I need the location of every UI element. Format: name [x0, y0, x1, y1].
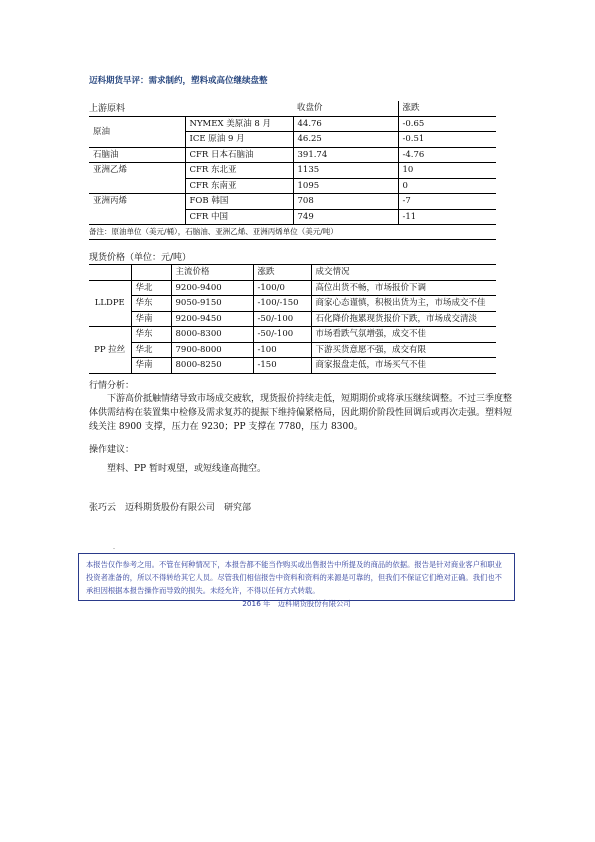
footer-mark: - — [113, 545, 116, 552]
spot-table — [89, 264, 496, 374]
status-cell: 商家心态谨慎，积极出货为主，市场成交不佳 — [311, 296, 496, 312]
change-cell: -100/-150 — [253, 296, 311, 312]
status-cell: 石化降价拖累现货报价下跌，市场成交清淡 — [311, 311, 496, 327]
price-cell: 9200-9400 — [171, 280, 253, 296]
header-change: 涨跌 — [398, 101, 496, 116]
header-price: 主流价格 — [171, 265, 253, 281]
table-row — [89, 116, 496, 132]
disclaimer-text: 本报告仅作参考之用。不管在何种情况下，本报告都不能当作购买或出售报告中所提及的商品的依据。报告是针对商业客户和职业投资者准备的，所以不得转给其它人员。尽管我们相信报告中资料和资料的来源是可靠的，但我们不保证它们绝对正确。我们也不承担因根据本报告操作而导致的损失。未经允许，不得以任何方式转载。 — [86, 560, 502, 595]
group-label: 石脑油 — [89, 147, 185, 163]
price-cell: 7900-8000 — [171, 342, 253, 358]
region-cell: 华东 — [131, 327, 171, 343]
report-title: 迈科期货早评：需求制约，塑料或高位继续盘整 — [89, 76, 268, 86]
group-label: 亚洲丙烯 — [89, 194, 185, 225]
region-cell: 华南 — [131, 358, 171, 374]
group-label: PP 拉丝 — [89, 327, 131, 374]
group-label: 亚洲乙烯 — [89, 163, 185, 194]
close-cell: 391.74 — [293, 147, 398, 163]
price-cell: 8000-8250 — [171, 358, 253, 374]
change-cell: -100/0 — [253, 280, 311, 296]
status-cell: 高位出货不畅，市场报价下调 — [311, 280, 496, 296]
header-change: 涨跌 — [253, 265, 311, 281]
change-cell: 10 — [398, 163, 496, 179]
price-cell: 9050-9150 — [171, 296, 253, 312]
table-row — [89, 311, 496, 327]
advice-text: 塑料、PP 暂时观望，或短线逢高抛空。 — [107, 464, 266, 474]
spot-section-label: 现货价格（单位：元/吨） — [89, 253, 192, 263]
change-cell: -50/-100 — [253, 311, 311, 327]
copyright-text: 2016 年 迈科期货股份有限公司 — [242, 599, 351, 608]
author-signature: 张巧云 迈科期货股份有限公司 研究部 — [89, 503, 252, 513]
table-row — [89, 358, 496, 374]
contract-cell: FOB 韩国 — [185, 194, 293, 210]
group-label: LLDPE — [89, 280, 131, 327]
close-cell: 46.25 — [293, 132, 398, 148]
analysis-paragraph — [89, 392, 519, 435]
table-row — [89, 342, 496, 358]
region-cell: 华南 — [131, 311, 171, 327]
header-status: 成交情况 — [311, 265, 496, 281]
change-cell: -11 — [398, 209, 496, 225]
status-cell: 商家报盘走低，市场买气不佳 — [311, 358, 496, 374]
region-cell: 华东 — [131, 296, 171, 312]
price-cell: 9200-9450 — [171, 311, 253, 327]
close-cell: 708 — [293, 194, 398, 210]
change-cell: -4.76 — [398, 147, 496, 163]
analysis-text: 下游高价抵触情绪导致市场成交疲软，现货报价持续走低，短期期价或将承压继续调整。不过三季度整体供需结构在装置集中检修及需求复苏的提振下维持偏紧格局，因此期价阶段性回调后或再次走强。塑料短线关注 8900 支撑，压力在 9230；PP 支撑在 7780，压力 8300。 — [89, 394, 513, 433]
disclaimer-box — [78, 553, 515, 608]
upstream-note: 备注：原油单位（美元/桶），石脑油、亚洲乙烯、亚洲丙烯单位（美元/吨） — [89, 225, 496, 240]
table-row — [89, 147, 496, 163]
header-close: 收盘价 — [293, 101, 398, 116]
close-cell: 1135 — [293, 163, 398, 179]
contract-cell: NYMEX 美原油 8 月 — [185, 116, 293, 132]
change-cell: -7 — [398, 194, 496, 210]
change-cell: 0 — [398, 178, 496, 194]
close-cell: 44.76 — [293, 116, 398, 132]
contract-cell: CFR 东北亚 — [185, 163, 293, 179]
table-row — [89, 280, 496, 296]
table-row — [89, 327, 496, 343]
status-cell: 下游买货意愿不强，成交有限 — [311, 342, 496, 358]
price-cell: 8000-8300 — [171, 327, 253, 343]
region-cell: 华北 — [131, 280, 171, 296]
upstream-section-label: 上游原料 — [89, 101, 185, 116]
contract-cell: CFR 东南亚 — [185, 178, 293, 194]
change-cell: -50/-100 — [253, 327, 311, 343]
table-row — [89, 296, 496, 312]
region-cell: 华北 — [131, 342, 171, 358]
contract-cell: CFR 中国 — [185, 209, 293, 225]
change-cell: -0.51 — [398, 132, 496, 148]
analysis-label: 行情分析： — [89, 381, 135, 391]
advice-label: 操作建议： — [89, 445, 135, 455]
close-cell: 1095 — [293, 178, 398, 194]
status-cell: 市场看跌气氛增强，成交不佳 — [311, 327, 496, 343]
change-cell: -150 — [253, 358, 311, 374]
table-row — [89, 163, 496, 179]
change-cell: -100 — [253, 342, 311, 358]
close-cell: 749 — [293, 209, 398, 225]
table-row — [89, 194, 496, 210]
upstream-table — [89, 101, 496, 240]
contract-cell: CFR 日本石脑油 — [185, 147, 293, 163]
group-label: 原油 — [89, 116, 185, 147]
contract-cell: ICE 原油 9 月 — [185, 132, 293, 148]
change-cell: -0.65 — [398, 116, 496, 132]
